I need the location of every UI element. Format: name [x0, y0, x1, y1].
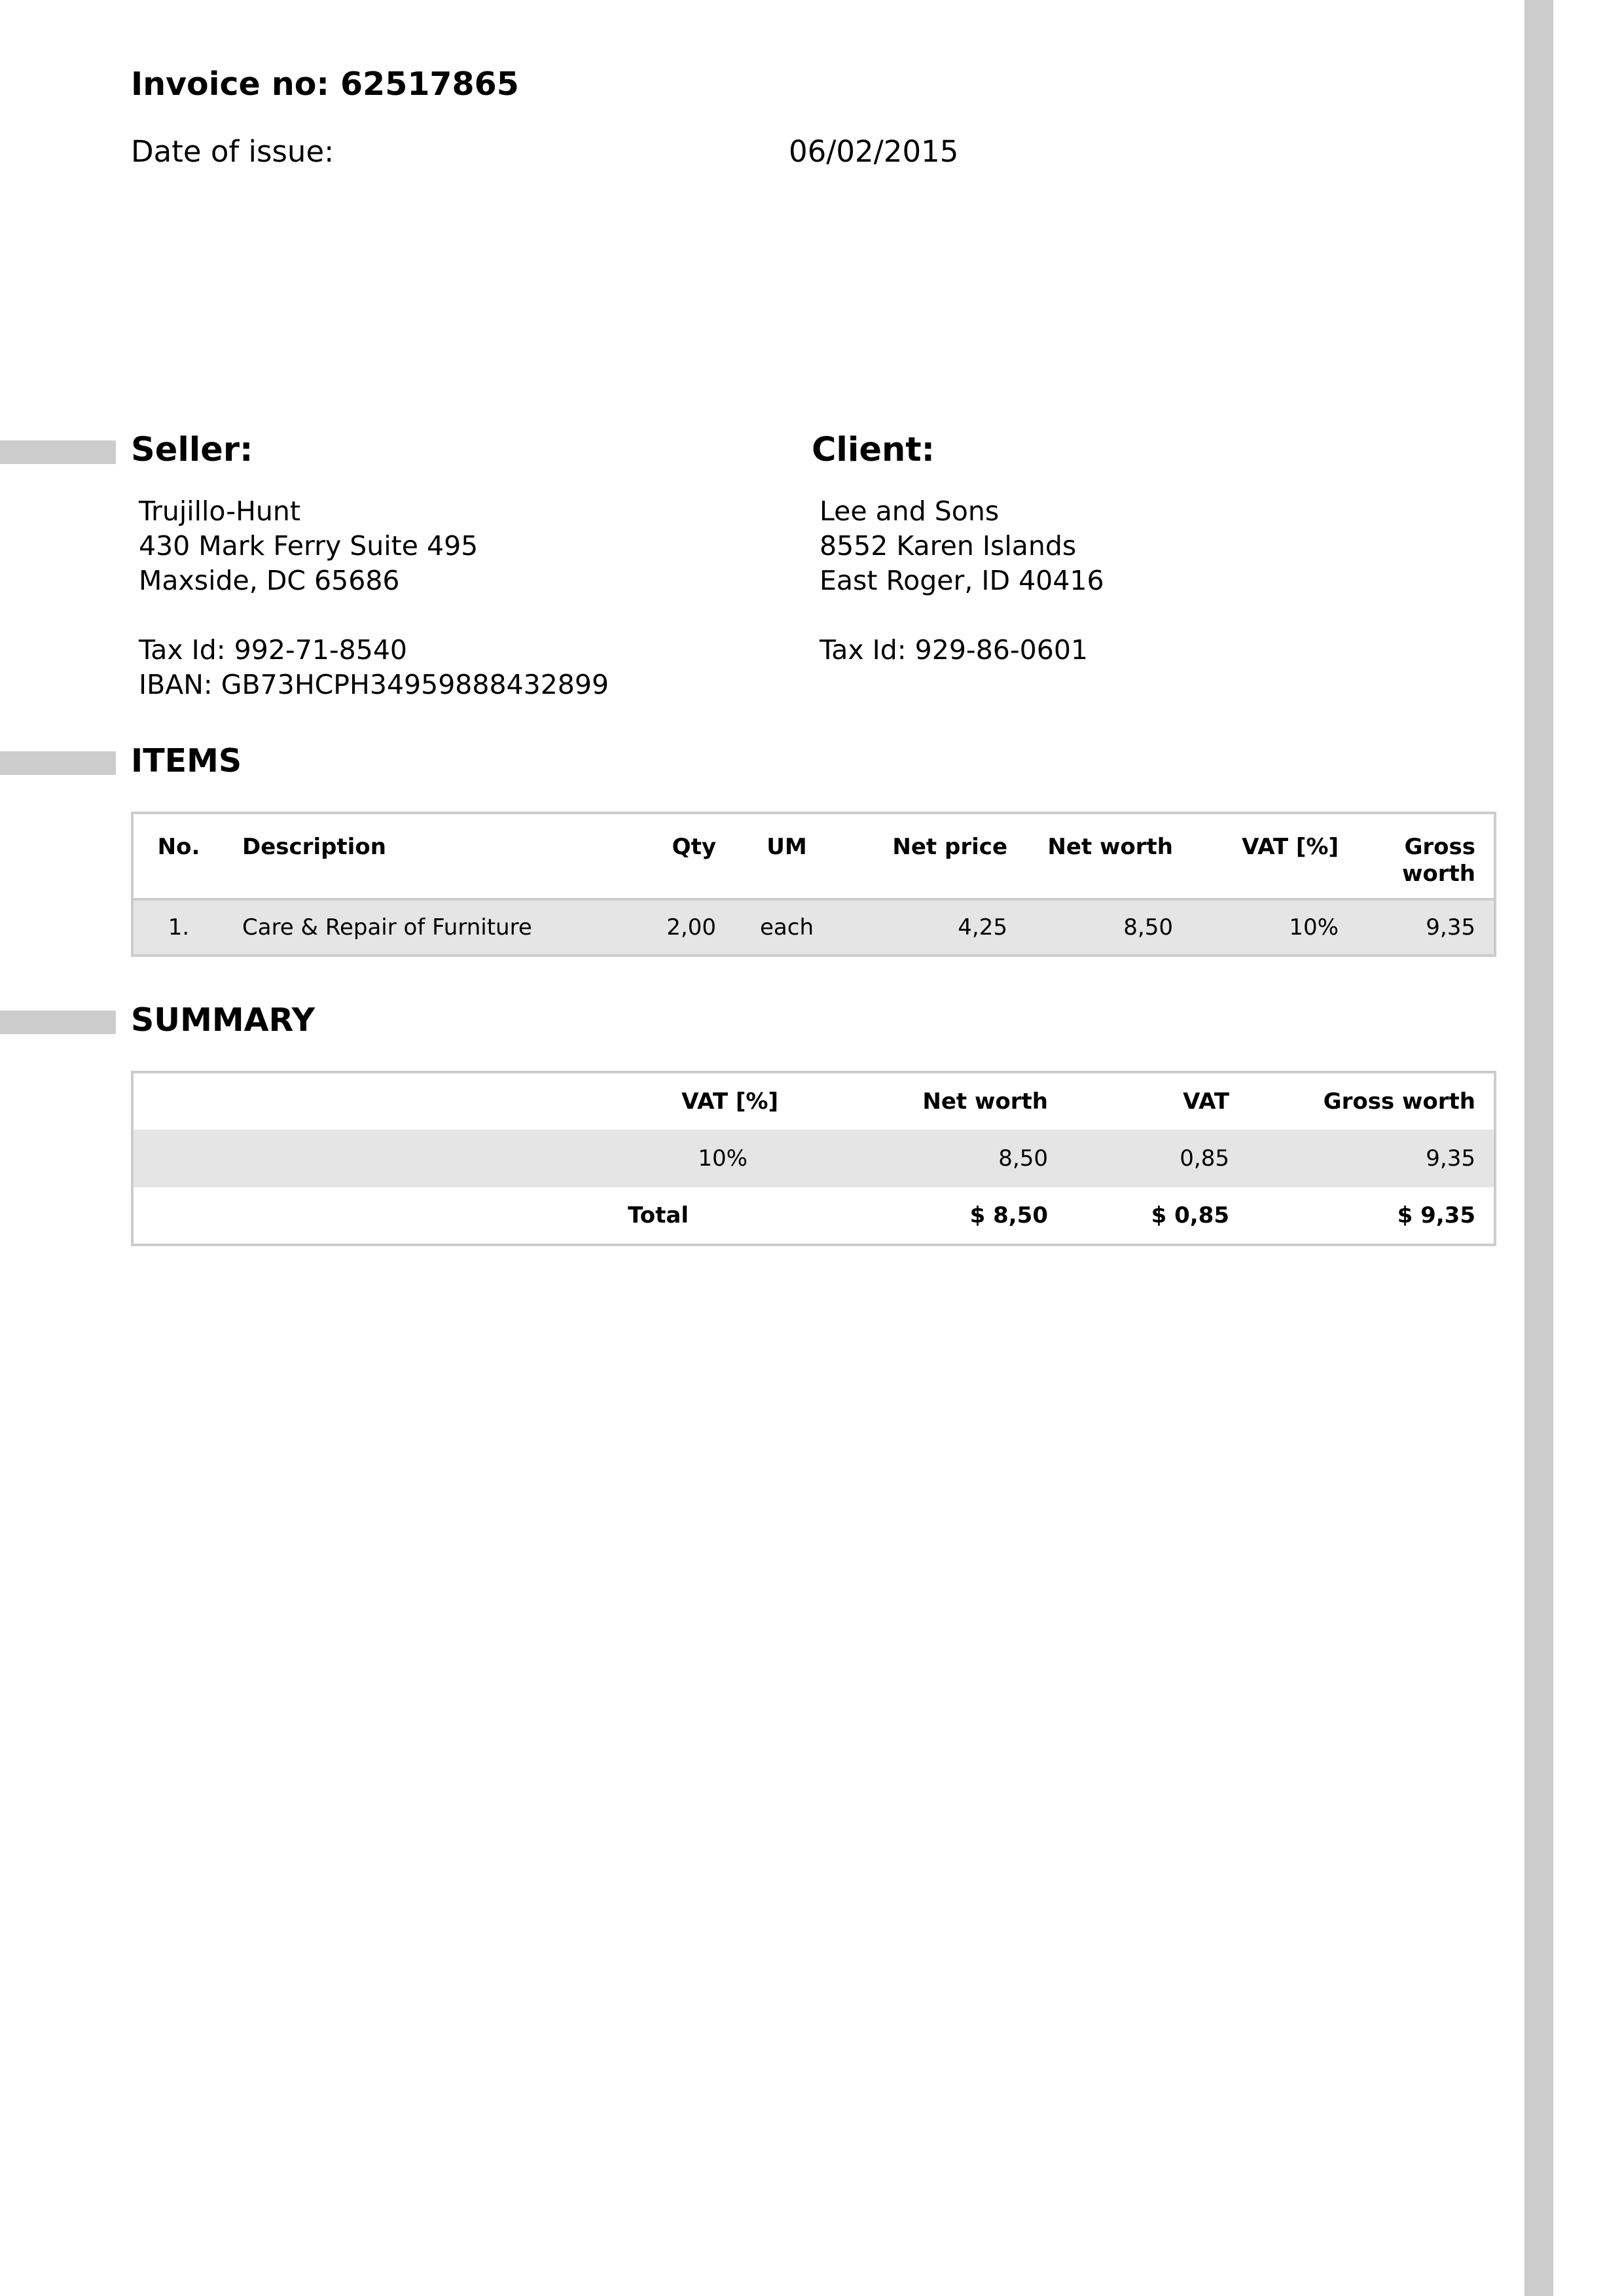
summary-col-vat: VAT — [1183, 1088, 1229, 1115]
summary-col-net-worth: Net worth — [922, 1088, 1048, 1115]
items-col-description: Description — [242, 834, 386, 860]
item-description: Care & Repair of Furniture — [224, 899, 643, 956]
total-net-worth: $ 8,50 — [969, 1202, 1048, 1229]
date-of-issue-label: Date of issue: — [131, 134, 334, 169]
summary-table — [131, 1071, 1496, 1246]
summary-section-marker — [0, 1011, 116, 1034]
items-col-qty: Qty — [672, 834, 716, 860]
seller-tax-id: Tax Id: 992-71-8540 — [139, 634, 407, 666]
items-col-net-worth: Net worth — [1047, 834, 1173, 860]
summary-vat-percent: 10% — [698, 1145, 748, 1172]
summary-col-vat-percent: VAT [%] — [681, 1088, 778, 1115]
seller-heading: Seller: — [131, 431, 253, 469]
summary-net-worth: 8,50 — [998, 1145, 1048, 1172]
table-row — [132, 899, 1495, 956]
summary-vat: 0,85 — [1180, 1145, 1229, 1172]
items-col-net-price: Net price — [892, 834, 1007, 860]
client-tax-id: Tax Id: 929-86-0601 — [820, 634, 1088, 666]
items-col-um: UM — [767, 834, 807, 860]
date-of-issue-value: 06/02/2015 — [789, 134, 959, 169]
summary-total-row — [132, 1187, 1495, 1245]
item-vat-percent: 10% — [1191, 899, 1357, 956]
item-qty: 2,00 — [643, 899, 734, 956]
item-no: 1. — [132, 899, 224, 956]
item-net-price: 4,25 — [839, 899, 1026, 956]
items-section-marker — [0, 751, 116, 775]
seller-address-line-1: 430 Mark Ferry Suite 495 — [139, 530, 478, 562]
seller-section-marker — [0, 440, 116, 464]
total-label: Total — [628, 1202, 689, 1229]
seller-address-line-2: Maxside, DC 65686 — [139, 565, 400, 596]
table-row — [132, 1130, 1495, 1187]
summary-heading: SUMMARY — [131, 1001, 316, 1039]
summary-header-row — [132, 1072, 1495, 1130]
summary-col-gross-worth: Gross worth — [1323, 1088, 1475, 1115]
items-col-vat-percent: VAT [%] — [1242, 834, 1339, 860]
right-margin-bar — [1525, 0, 1553, 2296]
seller-name: Trujillo-Hunt — [139, 495, 300, 527]
item-net-worth: 8,50 — [1026, 899, 1191, 956]
item-gross-worth: 9,35 — [1357, 899, 1495, 956]
total-gross-worth: $ 9,35 — [1397, 1202, 1475, 1229]
invoice-number-title: Invoice no: 62517865 — [131, 65, 519, 103]
client-name: Lee and Sons — [820, 495, 1000, 527]
item-um: each — [734, 899, 839, 956]
total-vat: $ 0,85 — [1151, 1202, 1229, 1229]
client-address-line-1: 8552 Karen Islands — [820, 530, 1077, 562]
items-header-row — [132, 813, 1495, 899]
client-address-line-2: East Roger, ID 40416 — [820, 565, 1104, 596]
items-table — [131, 812, 1496, 957]
summary-gross-worth: 9,35 — [1426, 1145, 1475, 1172]
items-col-no: No. — [157, 834, 200, 860]
items-heading: ITEMS — [131, 742, 242, 780]
client-heading: Client: — [812, 431, 935, 469]
client-details — [820, 494, 1104, 668]
seller-details — [139, 494, 609, 702]
seller-iban: IBAN: GB73HCPH34959888432899 — [139, 669, 609, 700]
items-col-gross-worth: Gross worth — [1402, 834, 1475, 887]
